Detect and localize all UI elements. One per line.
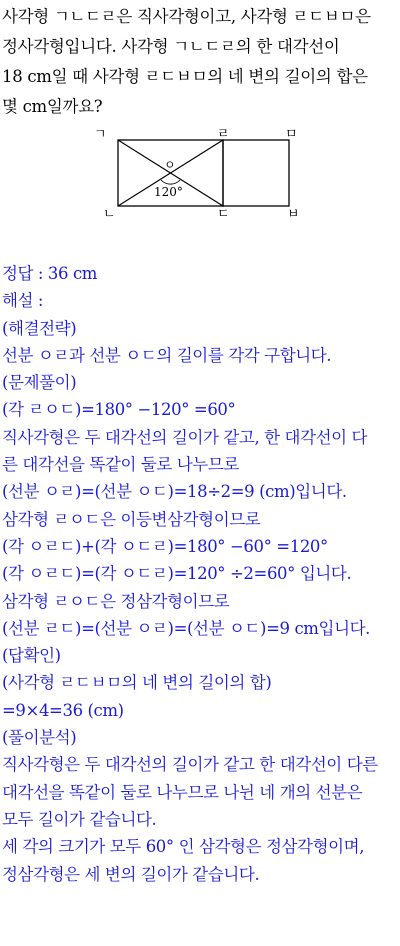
label-top-mid: ㄹ xyxy=(217,127,230,142)
answer-line: (각 ㄹㅇㄷ)=180° −120° =60° xyxy=(2,400,236,420)
angle-label: 120° xyxy=(154,185,183,199)
answer-line: 세 각의 크기가 모두 60° 인 삼각형은 정삼각형이며, xyxy=(2,837,365,857)
answer-line: (선분 ㅇㄹ)=(선분 ㅇㄷ)=18÷2=9 (cm)입니다. xyxy=(2,482,347,502)
rectangle-figure xyxy=(90,126,330,218)
question-line: 정사각형입니다. 사각형 ㄱㄴㄷㄹ의 한 대각선이 xyxy=(2,37,340,56)
answer-line: 른 대각선을 똑같이 둘로 나누므로 xyxy=(2,455,239,475)
label-bottom-left: ㄴ xyxy=(103,207,116,218)
label-top-right: ㅁ xyxy=(285,127,298,142)
answer-line: 해설 : xyxy=(2,291,44,311)
answer-line: (각 ㅇㄹㄷ)+(각 ㅇㄷㄹ)=180° −60° =120° xyxy=(2,536,328,556)
answer-line: 대각선을 똑같이 둘로 나누므로 나뉜 네 개의 선분은 xyxy=(2,782,363,802)
question-line: 사각형 ㄱㄴㄷㄹ은 직사각형이고, 사각형 ㄹㄷㅂㅁ은 xyxy=(2,7,371,26)
question-text xyxy=(2,2,400,122)
answer-line: 모두 길이가 같습니다. xyxy=(2,809,157,829)
answer-line: (선분 ㄹㄷ)=(선분 ㅇㄹ)=(선분 ㅇㄷ)=9 cm입니다. xyxy=(2,618,370,638)
figure-svg xyxy=(90,126,330,218)
label-top-left: ㄱ xyxy=(94,127,107,142)
answer-line: (사각형 ㄹㄷㅂㅁ의 네 변의 길이의 합) xyxy=(2,673,272,693)
answer-line: (문제풀이) xyxy=(2,373,77,393)
answer-explanation xyxy=(2,260,400,888)
question-line: 18 cm일 때 사각형 ㄹㄷㅂㅁ의 네 변의 길이의 합은 xyxy=(2,67,368,86)
angle-arc xyxy=(161,180,180,184)
square-dcbm xyxy=(223,140,289,206)
label-bottom-right: ㅂ xyxy=(287,207,300,218)
question-line: 몇 cm일까요? xyxy=(2,97,103,116)
answer-line: (해결전략) xyxy=(2,318,77,338)
answer-line: (각 ㅇㄹㄷ)=(각 ㅇㄷㄹ)=120° ÷2=60° 입니다. xyxy=(2,564,352,584)
answer-line: (답확인) xyxy=(2,646,61,666)
label-center: ㅇ xyxy=(164,158,176,172)
answer-line: 직사각형은 두 대각선의 길이가 같고, 한 대각선이 다 xyxy=(2,427,368,447)
answer-line: 선분 ㅇㄹ과 선분 ㅇㄷ의 길이를 각각 구합니다. xyxy=(2,345,332,365)
answer-line: 삼각형 ㄹㅇㄷ은 이등변삼각형이므로 xyxy=(2,509,261,529)
answer-line: =9×4=36 (cm) xyxy=(2,700,124,720)
answer-line: 삼각형 ㄹㅇㄷ은 정삼각형이므로 xyxy=(2,591,230,611)
answer-line: (풀이분석) xyxy=(2,728,77,748)
answer-line: 직사각형은 두 대각선의 길이가 같고 한 대각선이 다른 xyxy=(2,755,378,775)
answer-line: 정답 : 36 cm xyxy=(2,264,98,283)
answer-line: 정삼각형은 세 변의 길이가 같습니다. xyxy=(2,864,260,884)
label-bottom-mid: ㄷ xyxy=(217,207,230,218)
